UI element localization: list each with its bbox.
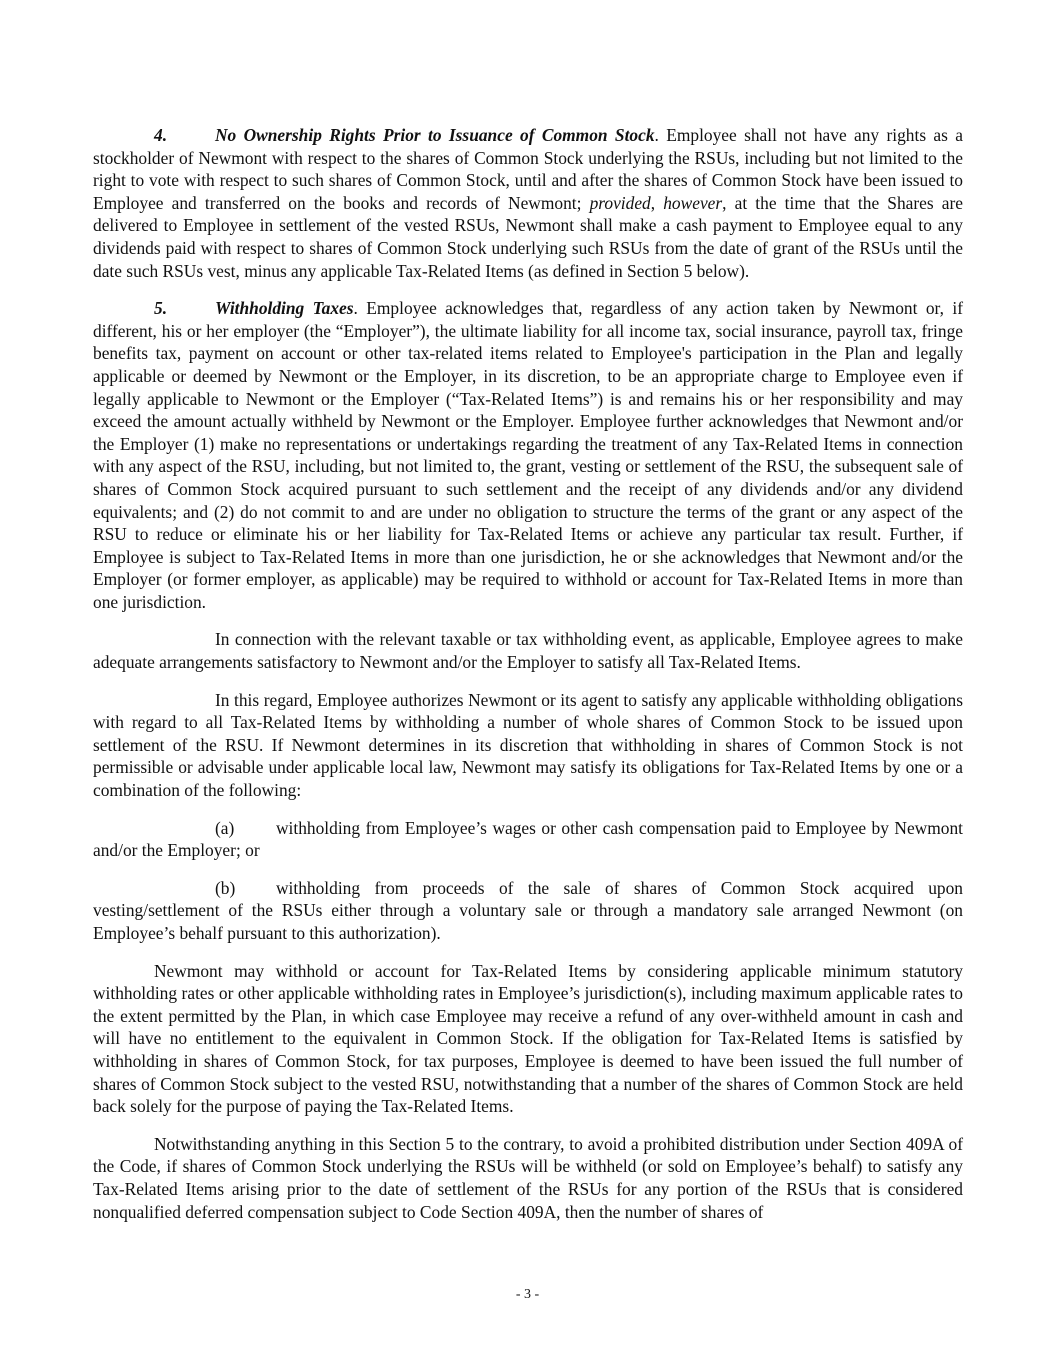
page-number: - 3 - <box>515 1287 540 1302</box>
section-4-title: No Ownership Rights Prior to Issuance of Common Stock <box>215 125 655 145</box>
section-4-comma: , <box>650 192 664 213</box>
item-a-paragraph <box>93 817 963 862</box>
withhold-paragraph: Newmont may withhold or account for Tax-Related Items by considering applicable minimum statutory withholding rates or other applicable withholding rates in Employee’s jurisdiction(s), including maximum applicable rates to the extent permitted by the Plan, in which case Employee may receive a refund of any over-withheld amount in cash and will have no entitlement to the equivalent in Common Stock. If the obligation for Tax-Related Items is satisfied by withholding in shares of Common Stock, for tax purposes, Employee is deemed to have been issued the full number of shares of Common Stock subject to the vested RSU, notwithstanding that a number of the shares of Common Stock are held back solely for the purpose of paying the Tax-Related Items. <box>93 960 963 1117</box>
item-b-paragraph <box>93 877 963 945</box>
however-term: however <box>663 192 723 213</box>
connection-paragraph: In connection with the relevant taxable or tax withholding event, as applicable, Employee agrees to make adequate arrangements satisfactory to Newmont and/or the Employer to satisfy all Tax-Related Items. <box>93 629 963 673</box>
provided-term: provided <box>589 192 651 213</box>
section-4-paragraph <box>93 124 963 282</box>
section-5-paragraph <box>93 297 963 613</box>
item-b-text: withholding from proceeds of the sale of shares of Common Stock acquired upon vesting/settlement of the RSUs either through a voluntary sale or through a mandatory sale arranged Newmont (on Employee’s behalf pursuant to this authorization). <box>93 877 963 943</box>
notwithstanding-paragraph: Notwithstanding anything in this Section 5 to the contrary, to avoid a prohibited distribution under Section 409A of the Code, if shares of Common Stock underlying the RSUs will be withheld (or sold on Employee’s behalf) to satisfy any Tax-Related Items arising prior to the date of settlement of the RSUs for any portion of the RSUs that is considered nonqualified deferred compensation subject to Code Section 409A, then the number of shares of <box>93 1133 963 1222</box>
item-b-label: (b) <box>215 877 236 898</box>
regard-paragraph: In this regard, Employee authorizes Newmont or its agent to satisfy any applicable withholding obligations with regard to all Tax-Related Items by withholding a number of whole shares of Common Stock to be issued upon settlement of the RSU. If Newmont determines in its discretion that withholding in shares of Common Stock is not permissible or advisable under applicable local law, Newmont may satisfy its obligations for Tax-Related Items by one or a combination of the following: <box>93 689 963 801</box>
section-4-text-b: , at the time that the Shares are delivered to Employee in settlement of the vested RSUs, Newmont shall make a cash payment to Employee equal to any dividends paid with respect to shares of Common Stock underlying such RSUs from the date of grant of the RSUs until the date such RSUs vest, minus any applicable Tax-Related Items (as defined in Section 5 below). <box>93 192 964 281</box>
item-a-text: withholding from Employee’s wages or other cash compensation paid to Employee by Newmont and/or the Employer; or <box>93 817 963 861</box>
section-5-number: 5. <box>154 298 168 319</box>
section-4-text-a: . Employee shall not have any rights as a stockholder of Newmont with respect to the shares of Common Stock underlying the RSUs, including but not limited to the right to vote with respect to such shares of Common Stock, until and after the shares of Common Stock have been issued to Employee and transferred on the books and records of Newmont; <box>93 125 963 213</box>
section-5-title: Withholding Taxes <box>215 298 354 319</box>
section-4-number: 4. <box>154 125 168 145</box>
item-a-label: (a) <box>215 817 235 838</box>
section-5-text: . Employee acknowledges that, regardless of any action taken by Newmont or, if different, his or her employer (the “Employer”), the ultimate liability for all income tax, social insurance, payroll tax, fringe benefits tax, payment on account or other tax-related items related to Employee's participation in the Plan and legally applicable or deemed by Newmont or the Employer, in its discretion, to be an appropriate charge to Employee even if legally applicable to Newmont or the Employer (“Tax-Related Items”) is and remains his or her responsibility and may exceed the amount actually withheld by Newmont or the Employer. Employee further acknowledges that Newmont and/or the Employer (1) make no representations or undertakings regarding the treatment of any Tax-Related Items in connection with any aspect of the RSU, including, but not limited to, the grant, vesting or settlement of the RSU, the subsequent sale of shares of Common Stock acquired pursuant to such settlement and the receipt of any dividends and/or any dividend equivalents; and (2) do not commit to and are under no obligation to structure the terms of the grant or any aspect of the RSU to reduce or eliminate his or her liability for Tax-Related Items or achieve any particular tax result. Further, if Employee is subject to Tax-Related Items in more than one jurisdiction, he or she acknowledges that Newmont and/or the Employer (or former employer, as applicable) may be required to withhold or account for Tax-Related Items in more than one jurisdiction. <box>93 298 963 612</box>
document-page <box>93 124 963 1238</box>
